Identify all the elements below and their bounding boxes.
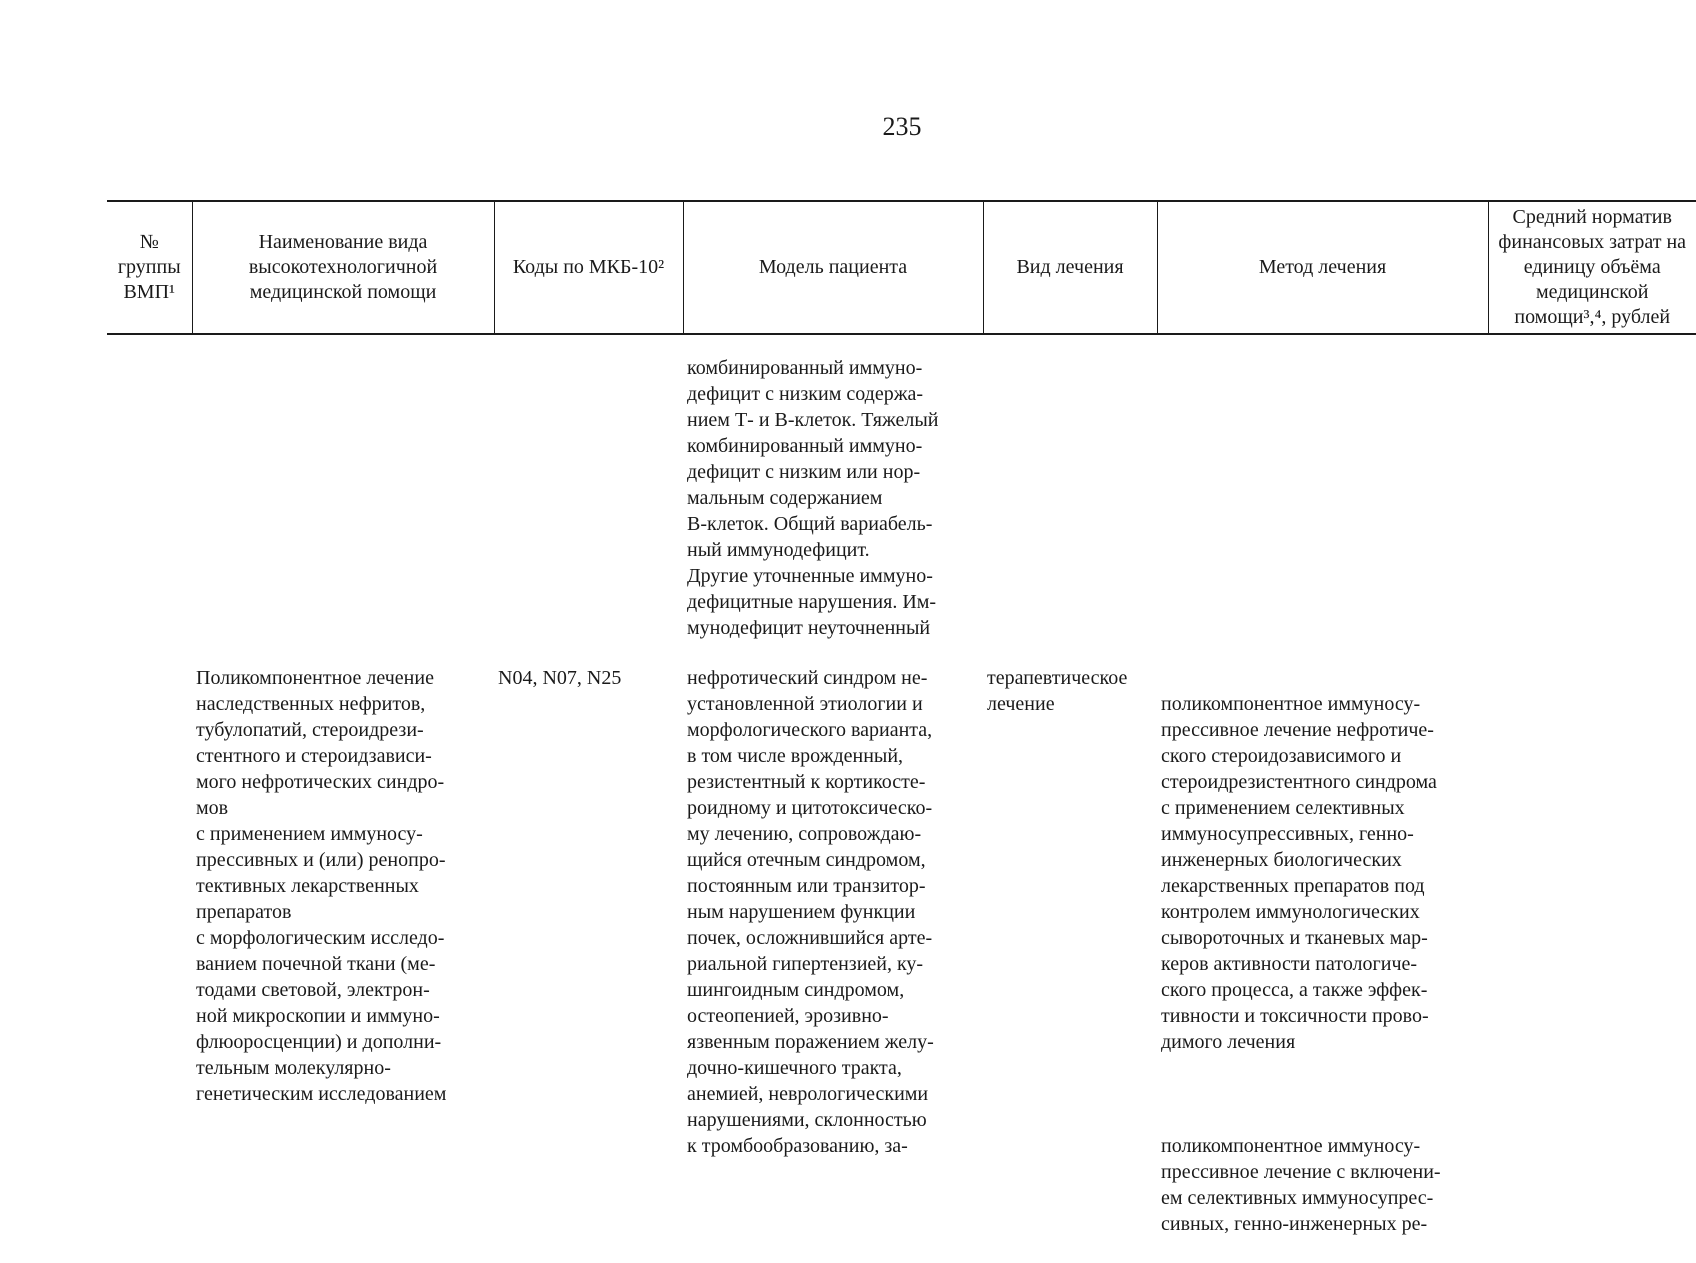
header-treatment-method: Метод лечения xyxy=(1157,201,1488,334)
header-codes: Коды по МКБ-10² xyxy=(494,201,683,334)
patient-model-cell: комбинированный иммуно- дефицит с низким содержа- нием Т- и В-клеток. Тяжелый комбинированный иммуно- дефицит с низким или нор- мальным содержанием В-клеток. Общий вариабель- ный иммунодефицит. Другие уточненные иммуно- дефицитные нарушения. Им- мунодефицит неуточненный xyxy=(687,357,939,639)
treatment-type-cell: терапевтическое лечение xyxy=(987,667,1128,715)
header-treatment-type: Вид лечения xyxy=(983,201,1157,334)
treatment-method-1: поликомпонентное иммуносу- прессивное лечение нефротиче- ского стероидозависимого и стероидрезистентного синдрома с применением селективных иммуносупрессивных, генно- инженерных биологических лекарственных препаратов под контролем иммунологических сывороточных и тканевых мар- керов активности патологиче- ского процесса, а также эффек- тивности и токсичности прово- димого лечения xyxy=(1161,693,1437,1053)
treatment-table xyxy=(107,200,1696,1263)
table-row xyxy=(107,355,1696,641)
header-group-no: № группы ВМП¹ xyxy=(107,201,192,334)
treatment-method-2: поликомпонентное иммуносу- прессивное лечение с включени- ем селективных иммуносупрес- сивных, генно-инженерных ре- xyxy=(1161,1135,1441,1235)
icd-codes-cell: N04, N07, N25 xyxy=(498,667,622,689)
header-patient-model: Модель пациента xyxy=(683,201,983,334)
header-name: Наименование вида высокотехнологичной медицинской помощи xyxy=(192,201,494,334)
page-number: 235 xyxy=(882,112,922,141)
table-row xyxy=(107,665,1696,1263)
header-cost: Средний норматив финансовых затрат на единицу объёма медицинской помощи³,⁴, рублей xyxy=(1488,201,1696,334)
treatment-method-cell xyxy=(1157,665,1488,1263)
table-header-row xyxy=(107,201,1696,334)
treatment-name-cell: Поликомпонентное лечение наследственных нефритов, тубулопатий, стероидрези- стентного и стероидзависи- мого нефротических синдро- мов с применением иммуносу- прессивных и (или) ренопро- тективных лекарственных препаратов с морфологическим исследо- ванием почечной ткани (ме- тодами световой, электрон- ной микроскопии и иммуно- флюоросценции) и дополни- тельным молекулярно- генетическим исследованием xyxy=(196,667,447,1105)
patient-model-cell: нефротический синдром не- установленной этиологии и морфологического варианта, в том числе врожденный, резистентный к кортикосте- роидному и цитотоксическо- му лечению, сопровождаю- щийся отечным синдромом, постоянным или транзитор- ным нарушением функции почек, осложнившийся арте- риальной гипертензией, ку- шингоидным синдромом, остеопенией, эрозивно- язвенным поражением желу- дочно-кишечного тракта, анемией, неврологическими нарушениями, склонностью к тромбообразованию, за- xyxy=(687,667,934,1157)
